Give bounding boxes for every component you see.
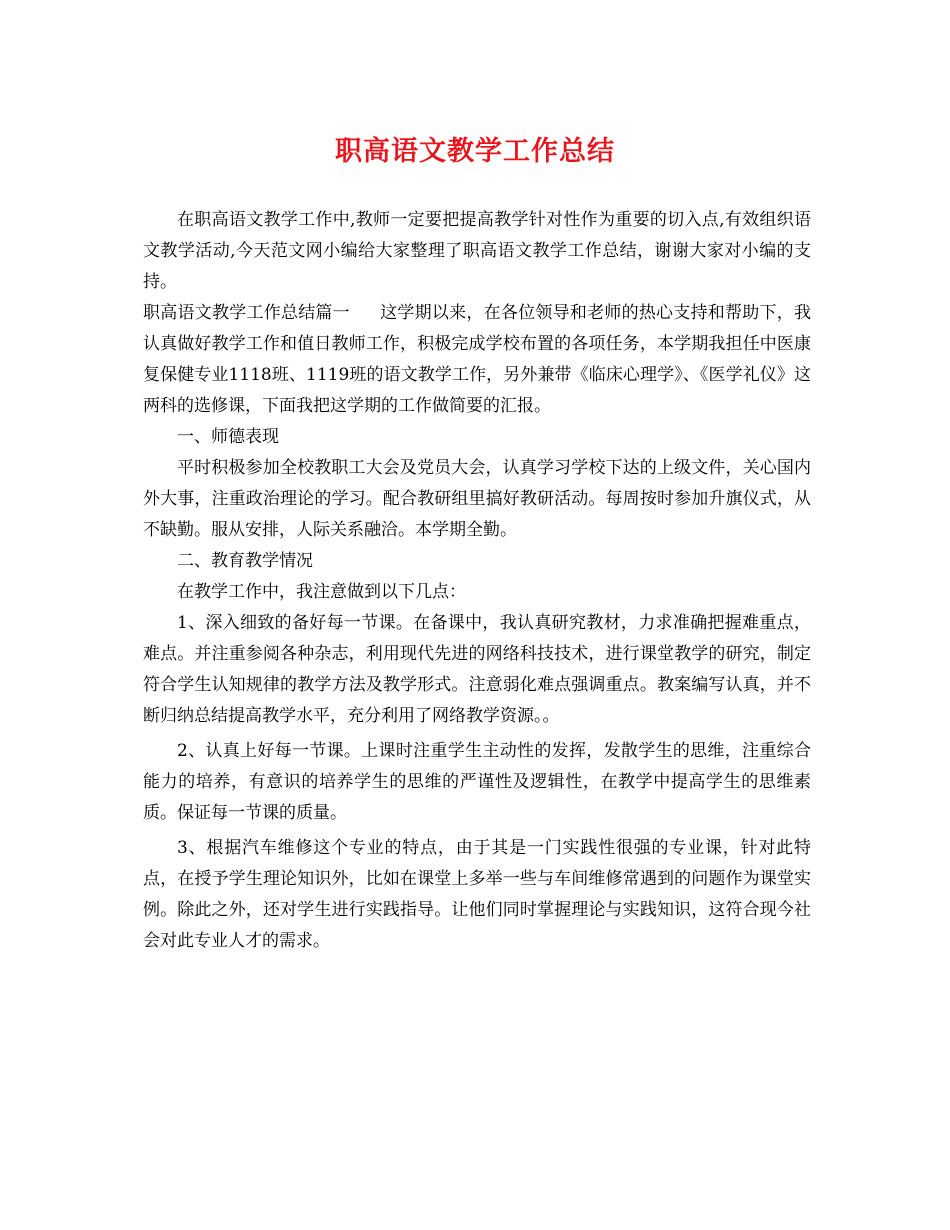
section-one-paragraph: 平时积极参加全校教职工大会及党员大会，认真学习学校下达的上级文件，关心国内外大事，注重政治理论的学习。配合教研组里搞好教研活动。每周按时参加升旗仪式，从不缺勤。服从安排，人际关系融洽。本学期全勤。 [143, 458, 811, 540]
part-one-text: 这学期以来，在各位领导和老师的热心支持和帮助下，我认真做好教学工作和值日教师工作，积极完成学校布置的各项任务，本学期我担任中医康复保健专业1118班、1119班的语文教学工作，另外兼带《临床心理学》、《医学礼仪》这两科的选修课，下面我把这学期的工作做简要的汇报。 [143, 303, 812, 416]
document-body [143, 205, 811, 957]
section-one-heading: 一、师德表现 [177, 427, 279, 447]
point-three-paragraph: 3、根据汽车维修这个专业的特点，由于其是一门实践性很强的专业课，针对此特点，在授予学生理论知识外，比如在课堂上多举一些与车间维修常遇到的问题作为课堂实例。除此之外，还对学生进行实践指导。让他们同时掌握理论与实践知识，这符合现今社会对此专业人才的需求。 [143, 838, 811, 951]
document-title: 职高语文教学工作总结 [335, 136, 615, 167]
intro-paragraph: 在职高语文教学工作中,教师一定要把提高教学针对性作为重要的切入点,有效组织语文教学活动,今天范文网小编给大家整理了职高语文教学工作总结，谢谢大家对小编的支持。 [143, 210, 811, 292]
point-one-paragraph: 1、深入细致的备好每一节课。在备课中，我认真研究教材，力求准确把握难重点，难点。并注重参阅各种杂志，利用现代先进的网络科技技术，进行课堂教学的研究，制定符合学生认知规律的教学方法及教学形式。注意弱化难点强调重点。教案编写认真，并不断归纳总结提高教学水平，充分利用了网络教学资源。。 [143, 613, 811, 726]
point-two-paragraph: 2、认真上好每一节课。上课时注重学生主动性的发挥，发散学生的思维，注重综合能力的培养，有意识的培养学生的思维的严谨性及逻辑性，在教学中提高学生的思维素质。保证每一节课的质量。 [143, 741, 811, 823]
part-one-heading: 职高语文教学工作总结篇一 [143, 303, 350, 323]
part-one-paragraph [143, 298, 811, 422]
section-two-lead: 在教学工作中，我注意做到以下几点： [177, 582, 466, 602]
section-two-heading: 二、教育教学情况 [177, 551, 313, 571]
